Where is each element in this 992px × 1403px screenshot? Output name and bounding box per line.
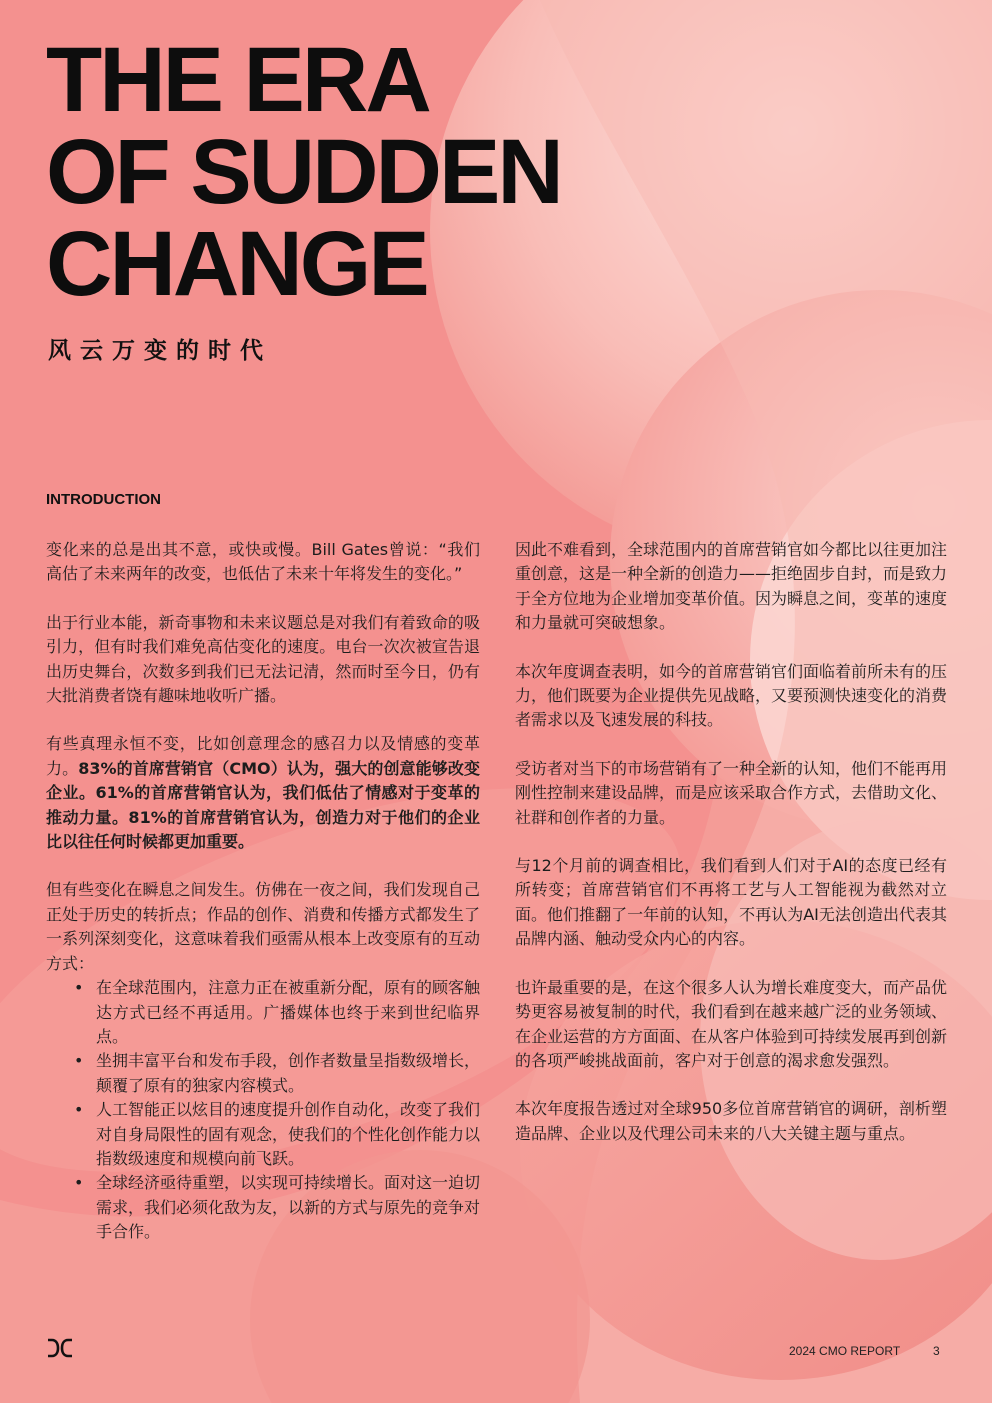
left-text-column <box>46 538 480 1245</box>
bullet-item: • 全球经济亟待重塑，以实现可持续增长。面对这一迫切需求，我们必须化敌为友，以新的方式与原先的竞争对手合作。 <box>96 1171 480 1244</box>
title-line-1: THE ERA <box>46 29 429 131</box>
paragraph: 但有些变化在瞬息之间发生。仿佛在一夜之间，我们发现自己正处于历史的转折点；作品的创作、消费和传播方式都发生了一系列深刻变化，这意味着我们亟需从根本上改变原有的互动方式： <box>46 880 480 973</box>
paragraph: 本次年度报告透过对全球950多位首席营销官的调研，剖析塑造品牌、企业以及代理公司未来的八大关键主题与重点。 <box>515 1099 947 1143</box>
footer-report-name: 2024 CMO REPORT <box>789 1344 901 1358</box>
paragraph-with-emphasis <box>46 732 480 854</box>
paragraph: 受访者对当下的市场营销有了一种全新的认知，他们不能再用刚性控制来建设品牌，而是应该采取合作方式，去借助文化、社群和创作者的力量。 <box>515 758 948 827</box>
page-title <box>46 29 561 315</box>
paragraph: 因此不难看到，全球范围内的首席营销官如今都比以往更加注重创意，这是一种全新的创造力——拒绝固步自封，而是致力于全方位地为企业增加变革价值。因为瞬息之间，变革的速度和力量就可突破想象。 <box>515 540 948 633</box>
footer-page-number: 3 <box>933 1344 940 1358</box>
page-subtitle: 风云万变的时代 <box>48 338 272 364</box>
paragraph: 出于行业本能，新奇事物和未来议题总是对我们有着致命的吸引力，但有时我们难免高估变化的速度。电台一次次被宣告退出历史舞台，次数多到我们已无法记清，然而时至今日，仍有大批消费者饶有趣味地收听广播。 <box>46 612 480 706</box>
bullet-item: • 在全球范围内，注意力正在被重新分配，原有的顾客触达方式已经不再适用。广播媒体也终于来到世纪临界点。 <box>96 976 480 1049</box>
emphasis-statistics: 83%的首席营销官（CMO）认为，强大的创意能够改变企业。61%的首席营销官认为，我们低估了情感对于变革的推动力量。81%的首席营销官认为，创造力对于他们的企业比以往任何时候都更加重要。 <box>46 758 480 852</box>
section-label-introduction: INTRODUCTION <box>46 491 161 508</box>
bullet-item: • 坐拥丰富平台和发布手段，创作者数量呈指数级增长，颠覆了原有的独家内容模式。 <box>96 1049 480 1098</box>
dc-logo-icon <box>46 1338 74 1358</box>
bullet-list <box>46 976 480 1244</box>
paragraph: 变化来的总是出其不意，或快或慢。Bill Gates曾说：“我们高估了未来两年的改变，也低估了未来十年将发生的变化。” <box>46 540 480 584</box>
paragraph: 与12个月前的调查相比，我们看到人们对于AI的态度已经有所转变；首席营销官们不再将工艺与人工智能视为截然对立面。他们推翻了一年前的认知，不再认为AI无法创造出代表其品牌内涵、触动受众内心的内容。 <box>515 856 947 949</box>
paragraph: 也许最重要的是，在这个很多人认为增长难度变大，而产品优势更容易被复制的时代，我们看到在越来越广泛的业务领域、在企业运营的方方面面、在从客户体验到可持续发展再到创新的各项严峻挑战面前，客户对于创意的渴求愈发强烈。 <box>515 977 948 1070</box>
paragraph: 本次年度调查表明，如今的首席营销官们面临着前所未有的压力，他们既要为企业提供先见战略，又要预测快速变化的消费者需求以及飞速发展的科技。 <box>515 661 948 730</box>
right-text-column <box>515 538 947 1170</box>
title-line-2: OF SUDDEN <box>46 121 561 223</box>
paragraph-lead: 有些真理永恒不变，比如创意理念的感召力以及情感的变革力。 <box>46 734 480 778</box>
title-line-3: CHANGE <box>46 213 427 315</box>
bullet-item: • 人工智能正以炫目的速度提升创作自动化，改变了我们对自身局限性的固有观念，使我们的个性化创作能力以指数级速度和规模向前飞跃。 <box>96 1098 480 1171</box>
